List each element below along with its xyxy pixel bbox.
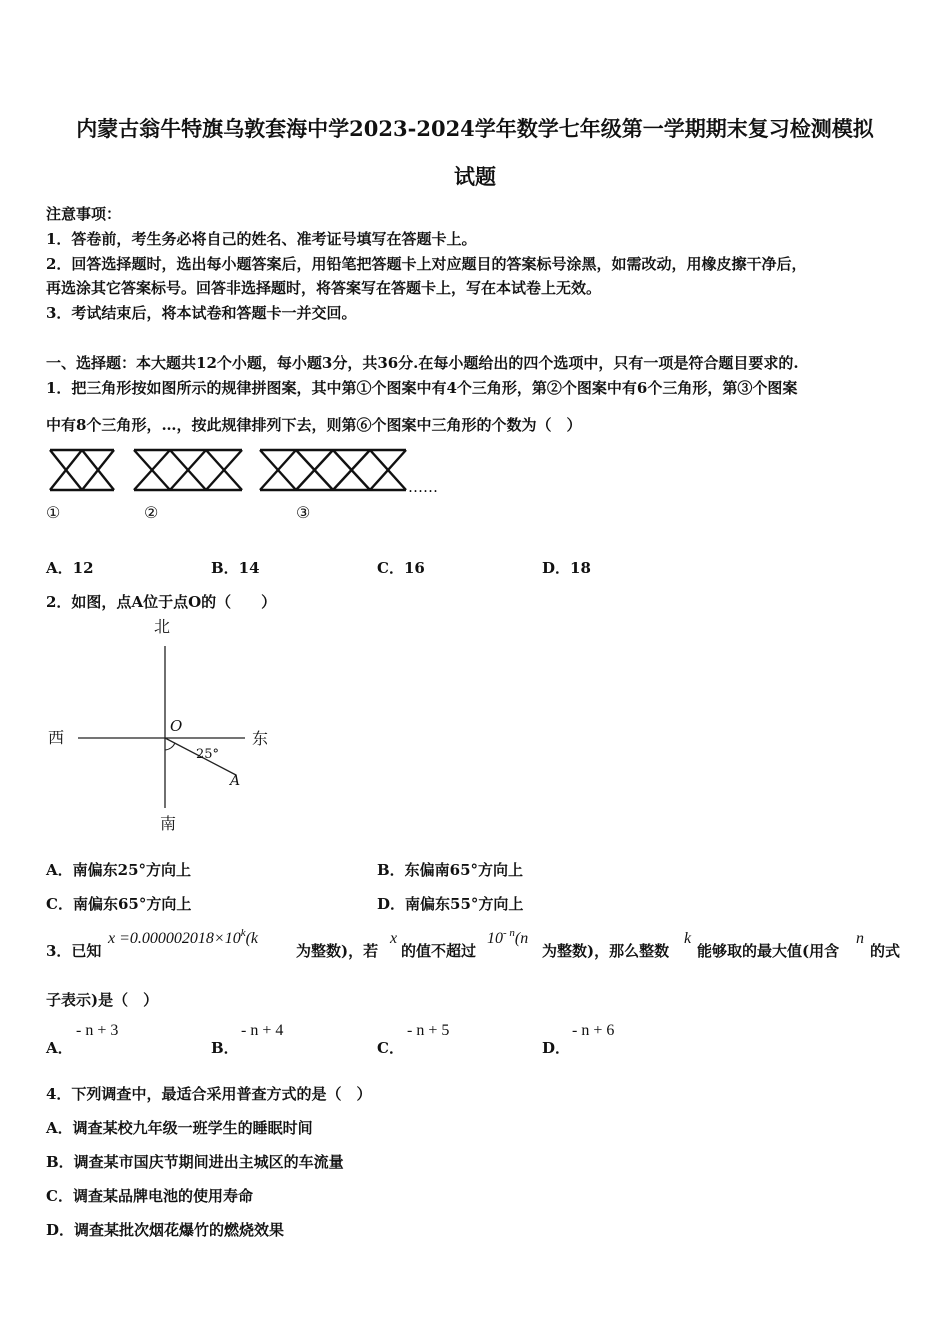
q3-stem-3: 的值不超过 — [401, 942, 477, 960]
pattern-1 — [50, 450, 114, 490]
q2-stem: 2．如图，点A位于点O的（ ） — [46, 593, 277, 611]
q3-option-a-letter: A． — [46, 1039, 73, 1057]
pattern-label-1: ① — [46, 503, 61, 522]
q4-stem: 4．下列调查中，最适合采用普查方式的是（ ） — [46, 1085, 372, 1103]
q1-stem-line1: 1．把三角形按如图所示的规律拼图案，其中第①个图案中有4个三角形，第②个图案中有6个三角形，第③个图案 — [46, 379, 798, 397]
q3-var-k: k — [684, 930, 692, 947]
q1-option-c: C．16 — [377, 559, 425, 577]
pattern-ellipsis: …… — [408, 478, 438, 496]
q2-option-a: A．南偏东25°方向上 — [46, 861, 192, 879]
q3-option-d-letter: D． — [542, 1039, 571, 1057]
q3-stem-4: 为整数)，那么整数 — [542, 942, 670, 960]
notice-heading: 注意事项： — [46, 205, 122, 223]
pattern-label-2: ② — [144, 503, 159, 522]
q3-paren-k: (k — [245, 930, 259, 947]
page-title: 内蒙古翁牛特旗乌敦套海中学2023-2024学年数学七年级第一学期期末复习检测模拟 — [76, 116, 874, 141]
q3-option-b-letter: B． — [211, 1039, 239, 1057]
q1-triangle-patterns — [40, 440, 460, 530]
q3-option-d-expr: - n + 6 — [572, 1022, 615, 1039]
q1-stem-line2: 中有8个三角形，…，按此规律排列下去，则第⑥个图案中三角形的个数为（ ） — [46, 416, 582, 434]
notice-item-1: 1．答卷前，考生务必将自己的姓名、准考证号填写在答题卡上。 — [46, 230, 477, 248]
point-o-label: O — [170, 717, 183, 735]
q2-option-c: C．南偏东65°方向上 — [46, 895, 192, 913]
q2-option-b: B．东偏南65°方向上 — [377, 861, 524, 879]
q3-option-c-letter: C． — [377, 1039, 404, 1057]
compass-east-label: 东 — [252, 729, 269, 748]
q1-option-d: D．18 — [542, 559, 591, 577]
q3-expr1: x =0.000002018×10 — [108, 930, 241, 947]
compass-west-label: 西 — [48, 728, 65, 747]
q3-stem-5: 能够取的最大值(用含 — [697, 942, 840, 960]
q3-option-c-expr: - n + 5 — [407, 1022, 450, 1039]
angle-label: 25° — [196, 747, 220, 762]
section-heading: 一、选择题：本大题共12个小题，每小题3分，共36分.在每小题给出的四个选项中，只有一项是符合题目要求的. — [46, 354, 799, 372]
q3-stem-2: 为整数)，若 — [296, 942, 379, 960]
q3-expr-x — [108, 927, 259, 948]
q3-option-b-expr: - n + 4 — [241, 1022, 284, 1039]
angle-arc — [165, 743, 175, 750]
pattern-label-3: ③ — [296, 503, 311, 522]
q2-option-d: D．南偏东55°方向上 — [377, 895, 524, 913]
q3-exp-k: k — [240, 927, 246, 939]
compass-north-label: 北 — [154, 618, 171, 636]
notice-item-3: 3．考试结束后，将本试卷和答题卡一并交回。 — [46, 304, 357, 322]
q4-option-c: C．调查某品牌电池的使用寿命 — [46, 1187, 253, 1205]
q3-expr-10n — [487, 927, 529, 948]
q3-stem-line2: 子表示)是（ ） — [46, 991, 159, 1009]
q4-option-b: B．调查某市国庆节期间进出主城区的车流量 — [46, 1153, 344, 1171]
pattern-2 — [134, 450, 242, 490]
q3-stem-6: 的式 — [870, 942, 901, 960]
q4-option-a: A．调查某校九年级一班学生的睡眠时间 — [46, 1119, 313, 1137]
q3-var-x: x — [390, 930, 398, 947]
q3-paren-n: (n — [514, 930, 529, 947]
q2-compass-diagram — [40, 618, 290, 838]
q3-stem-1: 3．已知 — [46, 942, 102, 960]
notice-item-2: 2．回答选择题时，选出每小题答案后，用铅笔把答题卡上对应题目的答案标号涂黑，如需改动，用橡皮擦干净后， — [46, 255, 807, 273]
q4-option-d: D．调查某批次烟花爆竹的燃烧效果 — [46, 1221, 285, 1239]
q1-option-a: A．12 — [46, 559, 94, 577]
q3-option-a-expr: - n + 3 — [76, 1022, 119, 1039]
notice-item-2-continued: 再选涂其它答案标号。回答非选择题时，将答案写在答题卡上，写在本试卷上无效。 — [46, 279, 602, 297]
q3-var-n: n — [856, 930, 864, 947]
compass-south-label: 南 — [160, 814, 177, 833]
pattern-3 — [260, 450, 406, 490]
q1-option-b: B．14 — [211, 559, 260, 577]
q3-exp-n: - n — [503, 927, 515, 939]
page-title-continued: 试题 — [454, 164, 496, 189]
q3-expr2: 10 — [487, 930, 503, 947]
point-a-label: A — [230, 773, 241, 789]
